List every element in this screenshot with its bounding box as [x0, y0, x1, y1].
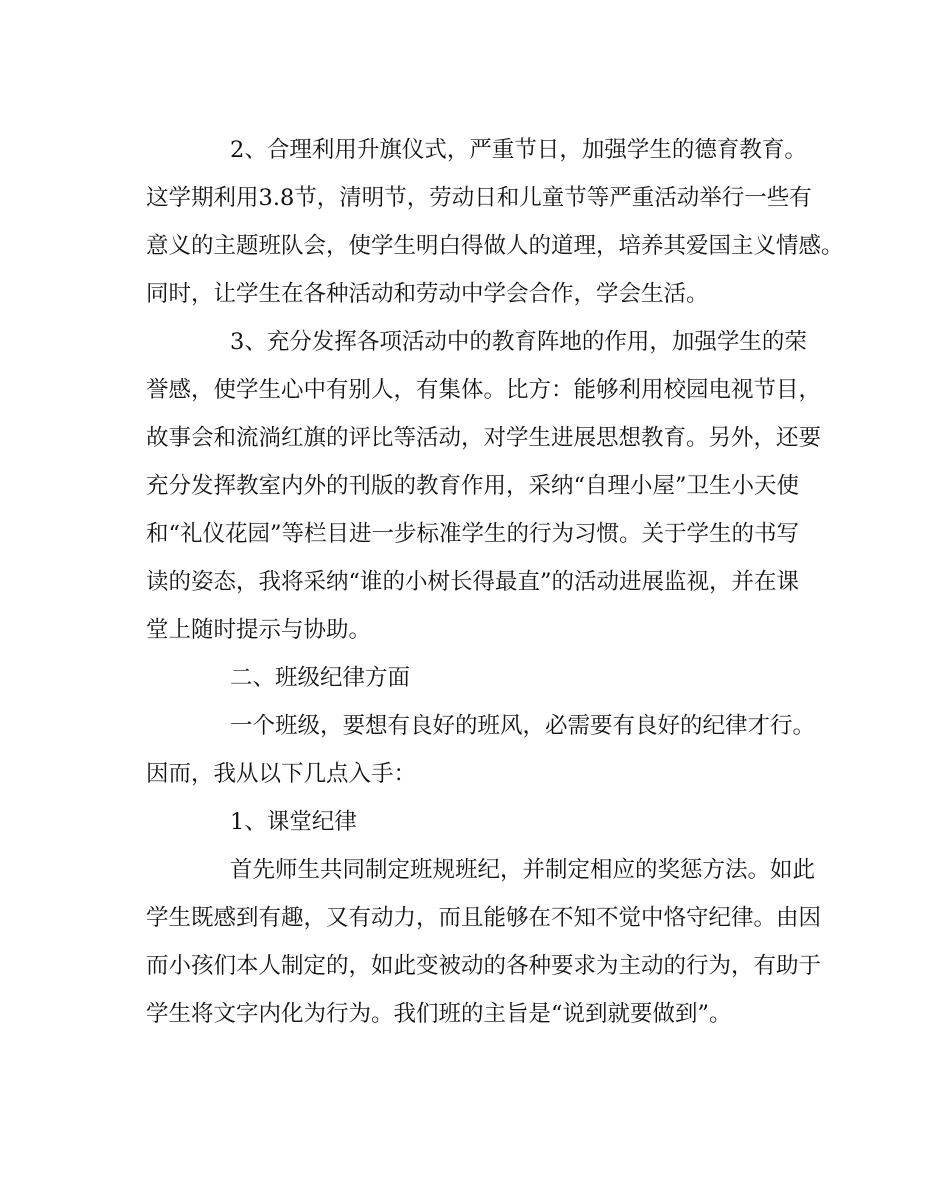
paragraph-line: 这学期利用3.8节，清明节，劳动日和儿童节等严重活动举行一些有	[146, 185, 812, 211]
paragraph-line: 学生将文字内化为行为。我们班的主旨是“说到就要做到”。	[146, 1001, 732, 1027]
paragraph-line: 一个班级，要想有良好的班风，必需要有良好的纪律才行。	[230, 713, 816, 739]
paragraph-discipline-intro	[146, 702, 816, 798]
paragraph-line: 因而，我从以下几点入手：	[146, 761, 417, 787]
section-heading: 二、班级纪律方面	[230, 665, 411, 691]
document-body	[146, 126, 844, 1038]
paragraph-line: 充分发挥教室内外的刊版的教育作用，采纳“自理小屋”卫生小天使	[146, 473, 800, 499]
paragraph-line: 2、合理利用升旗仪式，严重节日，加强学生的德育教育。	[230, 137, 807, 163]
paragraph-line: 堂上随时提示与协助。	[146, 617, 372, 643]
paragraph-class-rules	[146, 846, 822, 1038]
paragraph-line: 3、充分发挥各项活动中的教育阵地的作用，加强学生的荣	[230, 329, 807, 355]
paragraph-line: 同时，让学生在各种活动和劳动中学会合作，学会生活。	[146, 281, 709, 307]
paragraph-line: 读的姿态，我将采纳“谁的小树长得最直”的活动进展监视，并在课	[146, 569, 800, 595]
paragraph-line: 意义的主题班队会，使学生明白得做人的道理，培养其爱国主义情感。	[146, 233, 844, 259]
paragraph-line: 故事会和流淌红旗的评比等活动，对学生进展思想教育。另外，还要	[146, 425, 822, 451]
subheading: 1、课堂纪律	[230, 809, 357, 835]
paragraph-line: 首先师生共同制定班规班纪，并制定相应的奖惩方法。如此	[230, 857, 816, 883]
paragraph-line: 誉感，使学生心中有别人，有集体。比方：能够利用校园电视节目，	[146, 377, 822, 403]
paragraph-line: 和“礼仪花园”等栏目进一步标准学生的行为习惯。关于学生的书写	[146, 521, 800, 547]
paragraph-line: 学生既感到有趣，又有动力，而且能够在不知不觉中恪守纪律。由因	[146, 905, 822, 931]
section-heading-class-discipline	[146, 654, 816, 702]
paragraph-line: 而小孩们本人制定的，如此变被动的各种要求为主动的行为，有助于	[146, 953, 822, 979]
paragraph-moral-education-ceremonies	[146, 126, 844, 318]
subheading-classroom-discipline	[146, 798, 816, 846]
paragraph-activity-education	[146, 318, 822, 654]
